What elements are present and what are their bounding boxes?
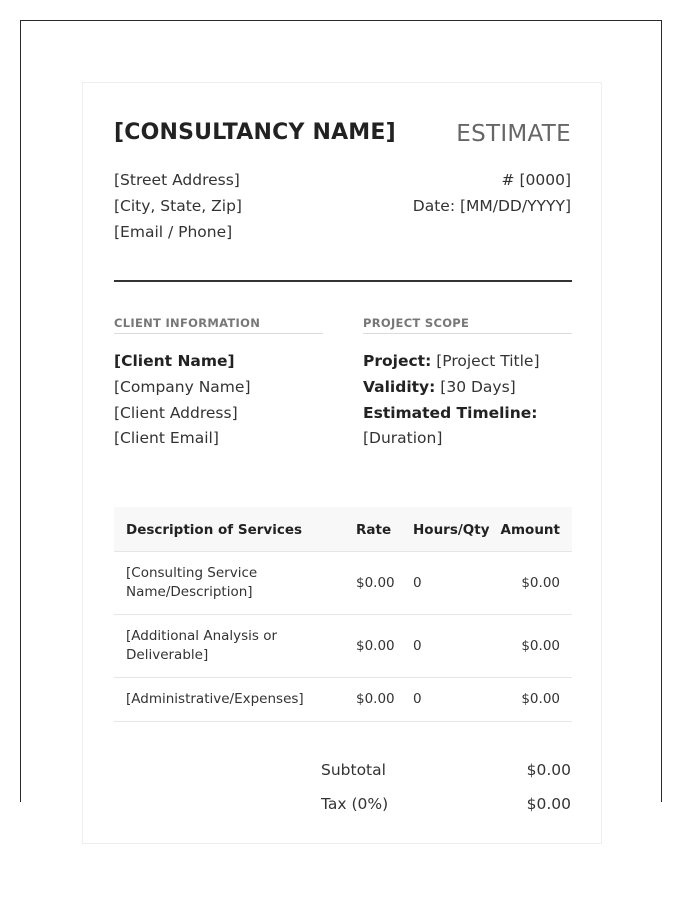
tax-label: Tax (0%) <box>321 795 389 813</box>
client-section-title: CLIENT INFORMATION <box>114 316 323 334</box>
row-rate: $0.00 <box>356 638 395 654</box>
email-phone: [Email / Phone] <box>114 223 233 241</box>
timeline-label: Estimated Timeline: <box>363 404 538 422</box>
row-description-line1: [Additional Analysis or <box>126 628 278 644</box>
estimate-document <box>82 82 602 844</box>
subtotal-value: $0.00 <box>526 761 571 779</box>
row-amount: $0.00 <box>521 691 560 707</box>
street-address: [Street Address] <box>114 171 240 189</box>
row-qty: 0 <box>413 691 422 707</box>
table-row <box>114 551 572 615</box>
estimate-number: # [0000] <box>501 171 571 189</box>
timeline-value: [Duration] <box>363 429 443 447</box>
row-description-line2: Deliverable] <box>126 647 209 663</box>
row-rate: $0.00 <box>356 691 395 707</box>
services-table-header <box>114 507 572 552</box>
document-type: ESTIMATE <box>456 121 571 147</box>
client-address: [Client Address] <box>114 404 238 422</box>
row-description-line2: Name/Description] <box>126 584 253 600</box>
client-name: [Client Name] <box>114 352 235 370</box>
row-amount: $0.00 <box>521 638 560 654</box>
row-rate: $0.00 <box>356 575 395 591</box>
row-qty: 0 <box>413 638 422 654</box>
col-hours-qty: Hours/Qty <box>413 522 490 538</box>
project-section-title: PROJECT SCOPE <box>363 316 572 334</box>
col-description: Description of Services <box>126 522 303 538</box>
validity-line: Validity: [30 Days] <box>363 378 516 396</box>
row-amount: $0.00 <box>521 575 560 591</box>
row-description-line1: [Consulting Service <box>126 565 258 581</box>
row-qty: 0 <box>413 575 422 591</box>
subtotal-label: Subtotal <box>321 761 386 779</box>
header-divider <box>114 280 572 282</box>
table-row <box>114 614 572 678</box>
col-rate: Rate <box>356 522 392 538</box>
estimate-date: Date: [MM/DD/YYYY] <box>412 197 571 215</box>
project-title-line: Project: [Project Title] <box>363 352 540 370</box>
company-name: [CONSULTANCY NAME] <box>114 120 396 145</box>
table-row <box>114 677 572 722</box>
col-amount: Amount <box>500 522 560 538</box>
page-frame <box>20 20 662 813</box>
tax-value: $0.00 <box>526 795 571 813</box>
client-company: [Company Name] <box>114 378 251 396</box>
row-description: [Administrative/Expenses] <box>126 691 304 707</box>
city-state-zip: [City, State, Zip] <box>114 197 242 215</box>
client-email: [Client Email] <box>114 429 219 447</box>
